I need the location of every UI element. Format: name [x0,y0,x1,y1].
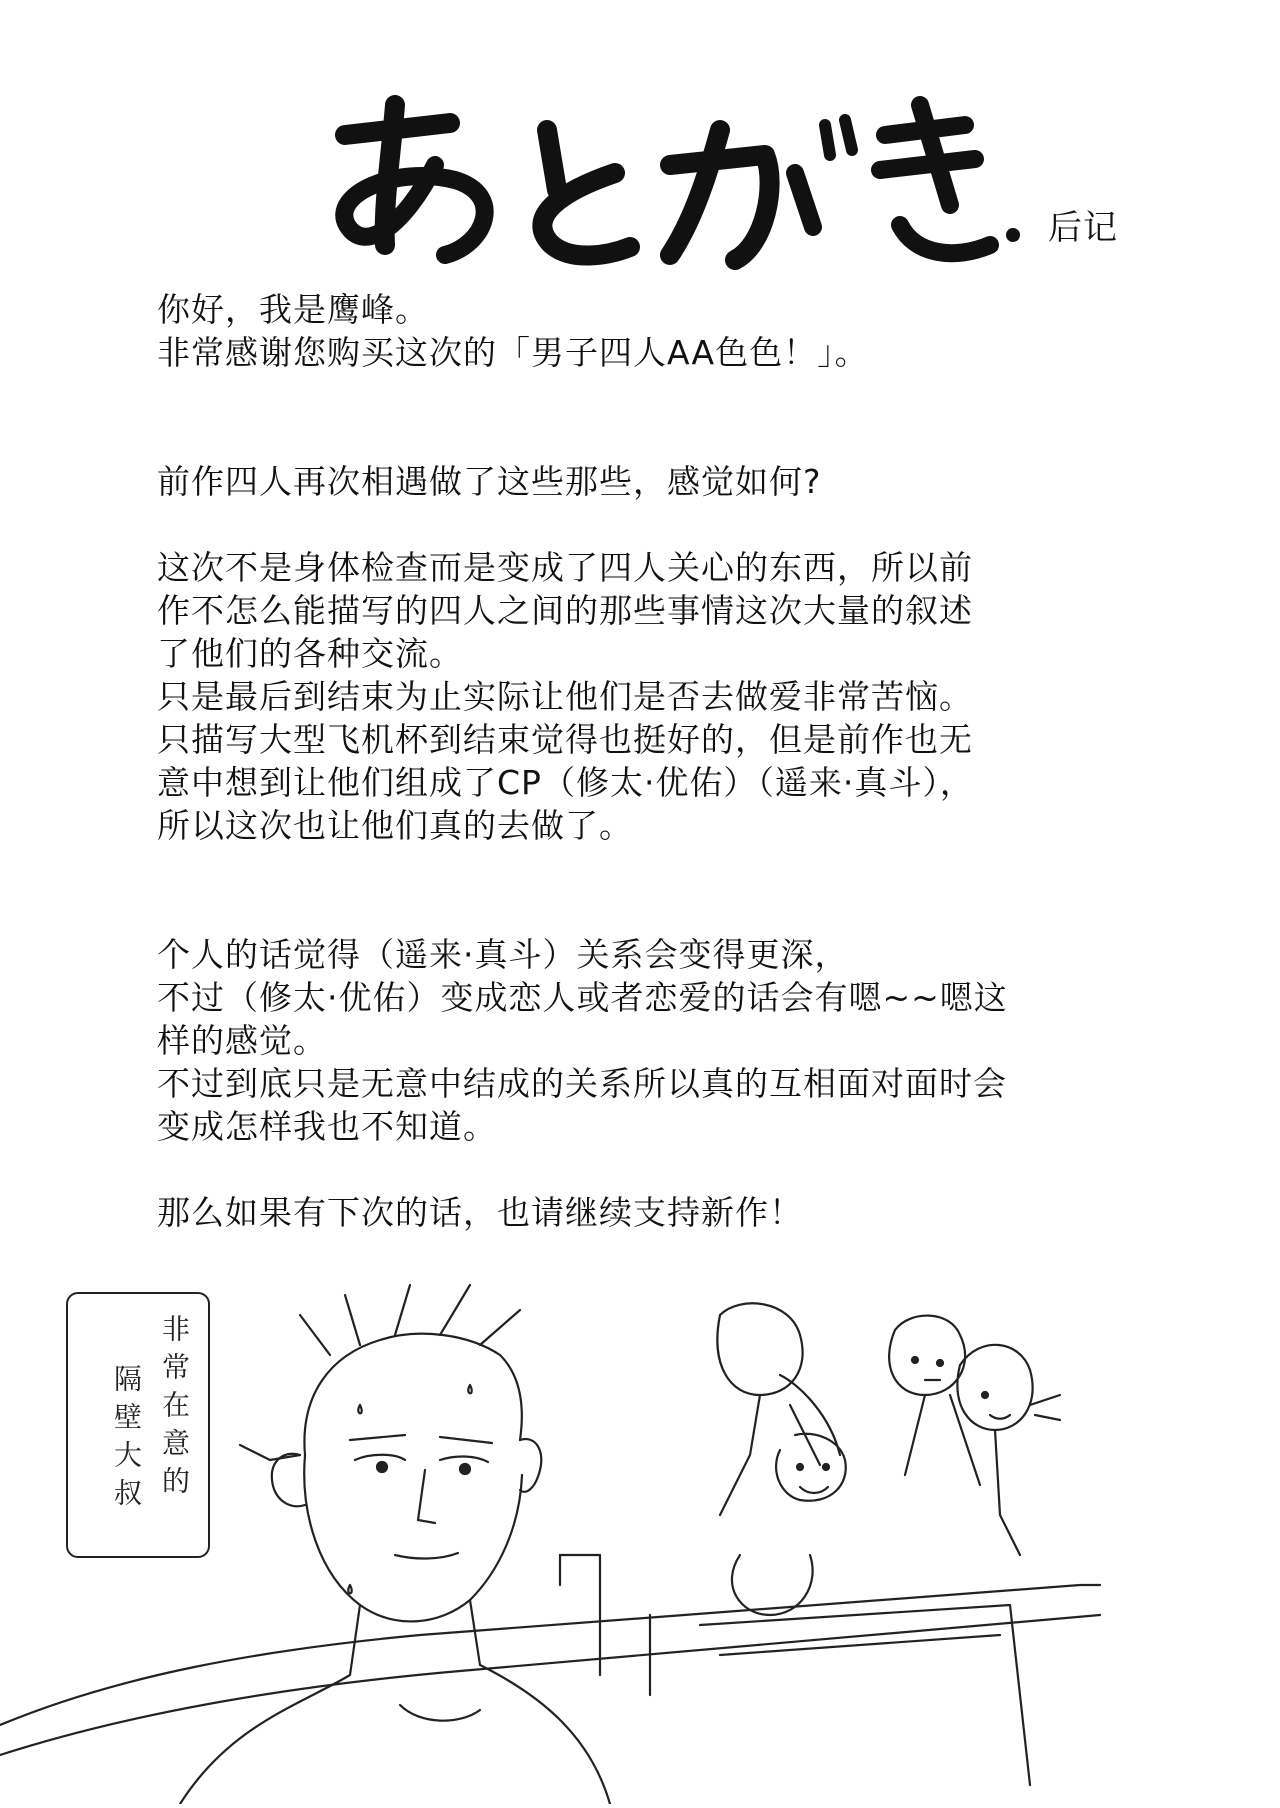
text-line: 了他们的各种交流。 [157,634,463,673]
text-line: 非常感谢您购买这次的「男子四人AA色色！」。 [157,333,869,372]
text-line: 所以这次也让他们真的去做了。 [157,806,633,845]
text-line: 不过到底只是无意中结成的关系所以真的互相面对面时会 [157,1064,1007,1103]
title-hand-lettering [325,95,1025,275]
title-chinese: 后记 [1048,208,1118,248]
paragraph-question [157,460,1117,503]
text-line: 你好，我是鹰峰。 [157,290,429,329]
text-line: 意中想到让他们组成了CP（修太·优佑）（遥来·真斗）， [157,763,974,802]
text-line: 不过（修太·优佑）变成恋人或者恋爱的话会有嗯~~嗯这 [157,978,1008,1017]
paragraph-story [157,546,1117,847]
speech-column-2: 隔壁大叔 [110,1364,143,1516]
afterword-body [157,288,1117,1234]
text-line: 这次不是身体检查而是变成了四人关心的东西，所以前 [157,548,973,587]
text-line: 前作四人再次相遇做了这些那些，感觉如何? [157,462,822,501]
text-line: 作不怎么能描写的四人之间的那些事情这次大量的叙述 [157,591,973,630]
paragraph-relationships [157,933,1117,1148]
text-line: 变成怎样我也不知道。 [157,1107,497,1146]
speech-bubble [66,1292,210,1558]
text-line: 样的感觉。 [157,1021,327,1060]
paragraph-closing [157,1191,1117,1234]
text-line: 个人的话觉得（遥来·真斗）关系会变得更深， [157,935,849,974]
paragraph-greeting [157,288,1117,374]
text-line: 那么如果有下次的话，也请继续支持新作！ [157,1193,803,1232]
speech-column-1: 非常在意的 [158,1314,191,1504]
text-line: 只描写大型飞机杯到结束觉得也挺好的，但是前作也无 [157,720,973,759]
text-line: 只是最后到结束为止实际让他们是否去做爱非常苦恼。 [157,677,973,716]
